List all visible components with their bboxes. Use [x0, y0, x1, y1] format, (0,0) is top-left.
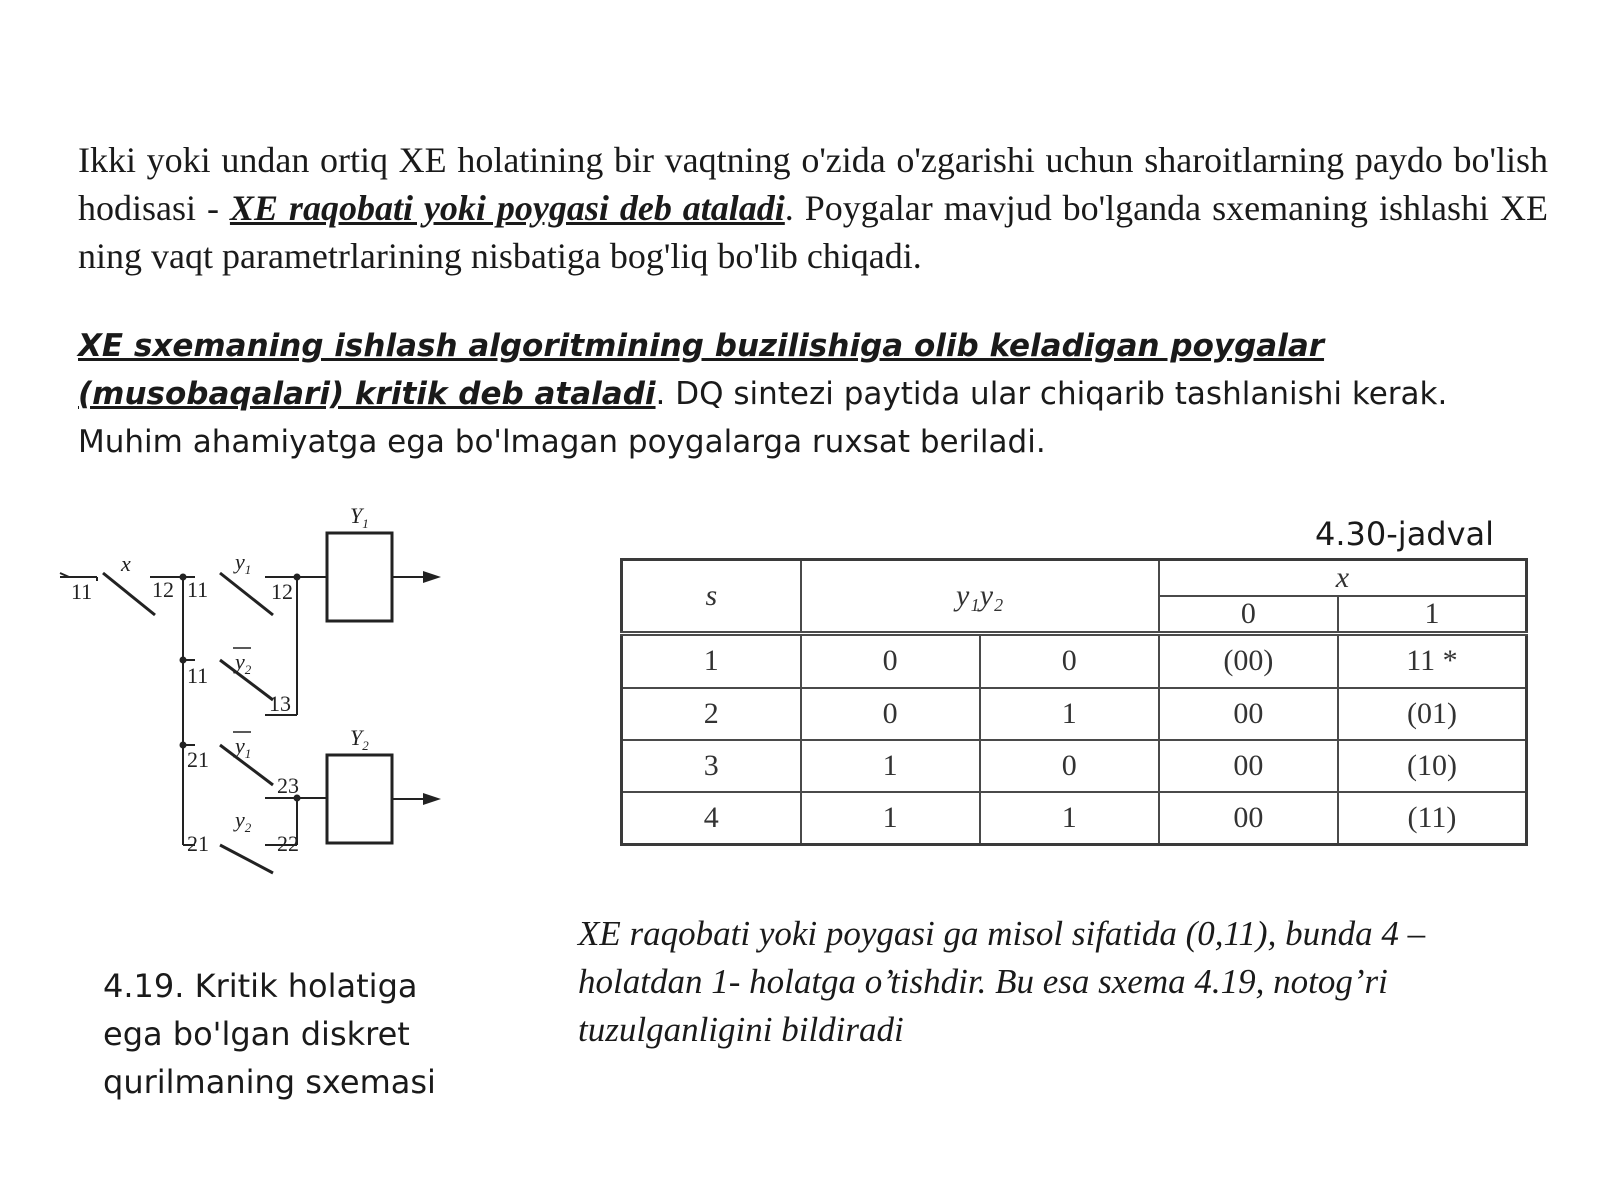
cell-y2: 0 — [980, 634, 1159, 688]
contact-label-y1: $y_1$ — [235, 549, 252, 577]
node-label: 12 — [271, 579, 293, 604]
node-label: 21 — [187, 747, 209, 772]
node-label: 11 — [187, 663, 209, 688]
header-s: s — [622, 560, 801, 634]
contact-label-y2: $y_2$ — [235, 807, 252, 835]
table-row — [622, 792, 1527, 845]
cell-y1: 0 — [801, 688, 980, 740]
cell-y1: 1 — [801, 740, 980, 792]
paragraph-critical-races — [78, 322, 1558, 466]
table-header-row — [622, 560, 1527, 597]
node-label: 12 — [152, 577, 174, 602]
cell-x1: (11) — [1338, 792, 1527, 845]
cell-x1: 11 * — [1338, 634, 1527, 688]
cell-y1: 1 — [801, 792, 980, 845]
header-x: x — [1159, 560, 1527, 597]
table-row — [622, 634, 1527, 688]
contact-label-x: x — [121, 551, 131, 576]
paragraph-text: Ikki yoki undan ortiq XE holatining bir vaqtning o'zida o'zgarishi uchun sharoitlarning paydo bo'lish hodisasi - — [78, 140, 1548, 228]
node-label: 22 — [277, 831, 299, 856]
figure-caption: 4.19. Kritik holatiga ega bo'lgan diskret qurilmaning sxemasi — [103, 967, 436, 1101]
cell-y2: 0 — [980, 740, 1159, 792]
output-label-y2: $Y_2$ — [350, 725, 369, 753]
cell-s: 2 — [622, 688, 801, 740]
contact-label-y1-bar: $y_1$ — [235, 733, 252, 761]
node-label: 11 — [71, 579, 93, 604]
cell-s: 3 — [622, 740, 801, 792]
term-highlight: XE sxemaning ishlash algoritmining buzilishiga olib keladigan poygalar (musobaqalari) kritik deb ataladi — [78, 328, 1325, 412]
table-commentary: XE raqobati yoki poygasi ga misol sifatida (0,11), bunda 4 – holatdan 1- holatga o’tishdir. Bu esa sxema 4.19, notog’ri tuzulganligini bildiradi — [578, 914, 1426, 1049]
cell-x1: (10) — [1338, 740, 1527, 792]
contact-label-y2-bar: $y_2$ — [235, 649, 252, 677]
cell-y1: 0 — [801, 634, 980, 688]
paragraph-race-definition — [78, 136, 1548, 280]
table-title: 4.30-jadval — [1315, 515, 1495, 553]
node-label: 21 — [187, 831, 209, 856]
node-label: 23 — [277, 773, 299, 798]
cell-x0: 00 — [1159, 740, 1338, 792]
circuit-diagram — [55, 505, 495, 905]
node-label: 11 — [187, 577, 209, 602]
output-label-y1: $Y_1$ — [350, 505, 369, 531]
cell-s: 4 — [622, 792, 801, 845]
node-label: 13 — [269, 691, 291, 716]
header-y1y2: y₁y₂ — [801, 560, 1159, 634]
term-highlight: XE raqobati yoki poygasi deb ataladi — [229, 188, 785, 228]
state-table — [620, 558, 1528, 846]
paragraph-text: . Poygalar mavjud bo'lganda sxemaning ishlashi XE ning vaqt parametrlarining nisbatiga bog'liq bo'lib chiqadi. — [78, 188, 1548, 276]
cell-x0: 00 — [1159, 792, 1338, 845]
cell-s: 1 — [622, 634, 801, 688]
header-x1: 1 — [1338, 596, 1527, 634]
cell-y2: 1 — [980, 792, 1159, 845]
paragraph-text: . DQ sintezi paytida ular chiqarib tashlanishi kerak. Muhim ahamiyatga ega bo'lmagan poygalarga ruxsat beriladi. — [78, 376, 1448, 460]
header-x0: 0 — [1159, 596, 1338, 634]
table-row — [622, 740, 1527, 792]
cell-x0: (00) — [1159, 634, 1338, 688]
cell-x1: (01) — [1338, 688, 1527, 740]
cell-y2: 1 — [980, 688, 1159, 740]
table-row — [622, 688, 1527, 740]
cell-x0: 00 — [1159, 688, 1338, 740]
